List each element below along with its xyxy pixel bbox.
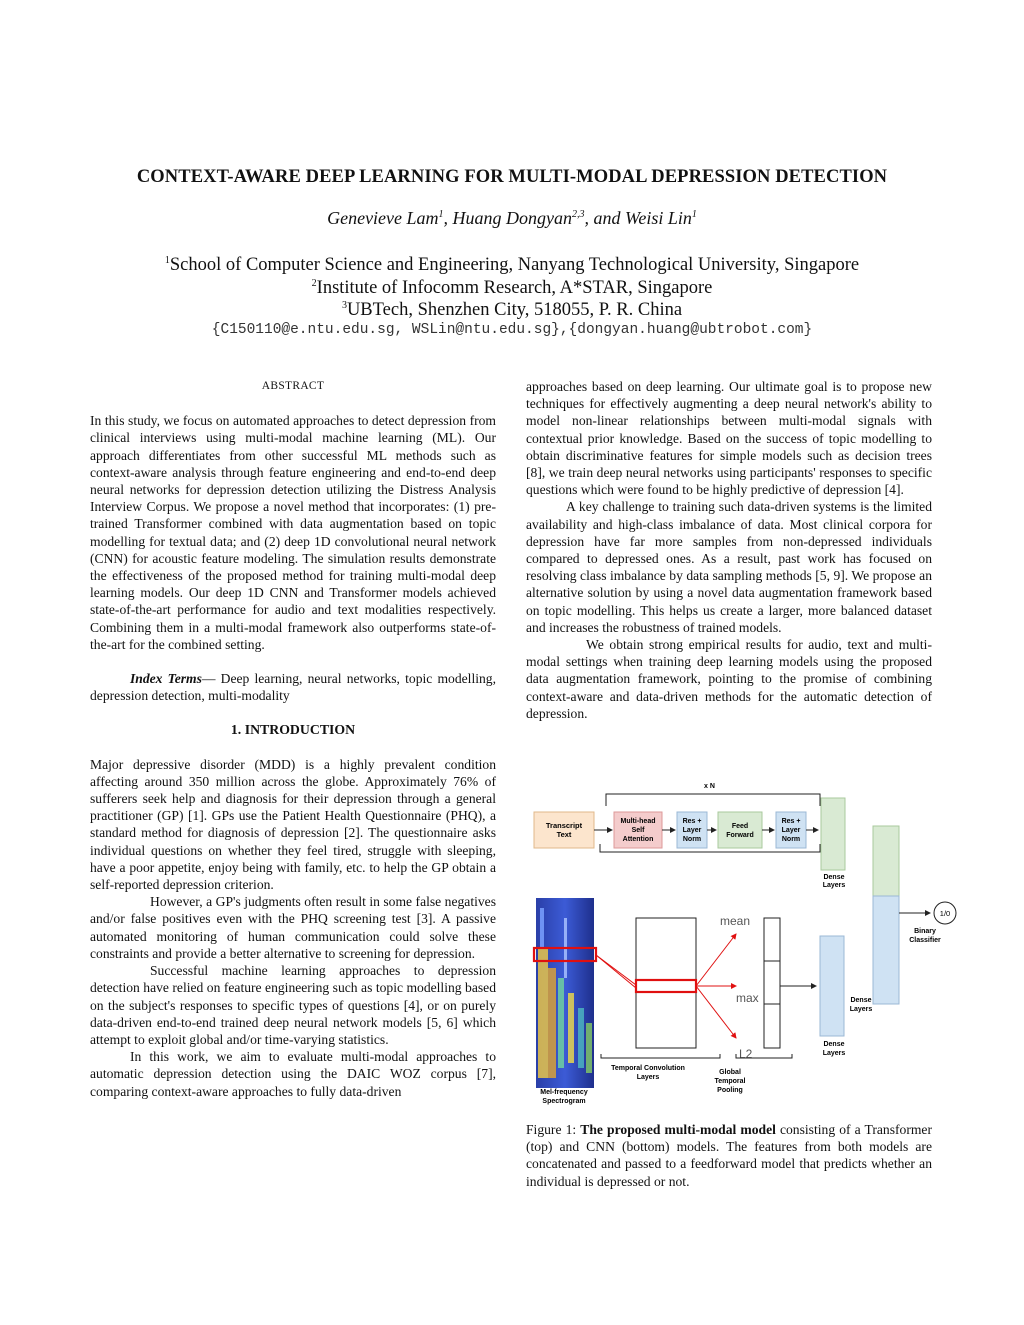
svg-text:Dense: Dense [823, 1041, 845, 1048]
feed-forward-box [718, 812, 762, 848]
index-terms-label: Index Terms [130, 671, 202, 687]
affiliation-2: $^2$Institute of Infocomm Research, A*STAR, Singapore [311, 277, 713, 298]
svg-text:Dense: Dense [823, 874, 845, 881]
author-emails: {C150110@e.ntu.edu.sg, WSLin@ntu.edu.sg},{dongyan.huang@ubtrobot.com} [211, 322, 813, 338]
svg-text:Layers: Layers [636, 1074, 660, 1081]
dense-layers-bottom [820, 936, 844, 1036]
right-paragraph-1: approaches based on deep learning. Our ultimate goal is to propose new techniques for effectively augmenting a deep neural network's ability to model non-linear relationships between multi-modal signals with contextual prior knowledge. Based on the success of topic modelling to obtain discriminative features for simple models such as decision trees [8], we train deep neural networks using participants' responses to specific questions which were found to be highly predictive of depression [4]. [526, 379, 932, 498]
l2-label: L2 [739, 1047, 753, 1061]
svg-text:Res +: Res + [682, 818, 702, 825]
paper-title: CONTEXT-AWARE DEEP LEARNING FOR MULTI-MODAL DEPRESSION DETECTION [136, 167, 888, 187]
svg-text:Layers: Layers [822, 882, 846, 889]
abstract-text: In this study, we focus on automated approaches to detect depression from clinical interviews using multi-modal machine learning (ML). Our approach differentiates from other successful ML methods such as context-aware analysis through feature engineering and end-to-end deep neural networks for depression detection utilizing the Distress Analysis Interview Corpus. We propose a novel method that incorporates: (1) pre-trained Transformer combined with data augmentation based on topic modelling for textual data; and (2) deep 1D convolutional neural network (CNN) for acoustic feature modeling. The simulation results demonstrate the effectiveness of the proposed method for training multi-modal deep learning models. Our deep 1D CNN and Transformer models achieved state-of-the-art performance for audio and text modalities respectively. Combining them in a multi-modal framework also outperforms state-of-the-art for the combined setting. [90, 413, 496, 652]
svg-text:Pooling: Pooling [717, 1087, 743, 1094]
dense-layers-top [821, 798, 845, 870]
svg-text:Mel-frequency: Mel-frequency [540, 1089, 588, 1096]
figure-1 [524, 778, 951, 1113]
svg-text:Feed: Feed [731, 823, 749, 830]
svg-text:Binary: Binary [914, 928, 936, 935]
repeat-bracket [606, 794, 820, 806]
intro-paragraph-4: In this work, we aim to evaluate multi-modal approaches to automatic depression detection using the DAIC WOZ corpus [7], comparing context-aware approaches to fully data-driven [90, 1049, 496, 1099]
svg-text:Classifier: Classifier [909, 937, 941, 944]
svg-text:1/0: 1/0 [939, 909, 951, 918]
model-diagram [524, 778, 951, 1113]
svg-text:Self: Self [631, 827, 645, 834]
svg-text:Norm: Norm [682, 836, 702, 843]
concat-features-blue [873, 896, 899, 1004]
right-paragraph-2: A key challenge to training such data-driven systems is the limited availability and high-class imbalance of data. Most clinical corpora for depression have far more samples from non-depressed individuals compared to depressed ones. As a result, past work has focused on resolving class imbalance by data sampling methods [5, 9]. We propose an alternative solution by using a novel data augmentation framework based on topic modelling. This helps us create a larger, more balanced dataset and increases the robustness of trained models. [526, 499, 932, 635]
svg-text:Forward: Forward [726, 832, 754, 839]
author-2-affil: 2,3 [572, 209, 585, 220]
right-paragraph-3: We obtain strong empirical results for audio, text and multi-modal settings when training deep learning models using the proposed data augmentation framework, pointing to the promise of combining context-aware and data-driven methods for the automatic detection of depression. [526, 637, 932, 721]
mean-label: mean [720, 914, 751, 928]
author-3-affil: 1 [691, 209, 697, 220]
svg-text:Multi-head: Multi-head [620, 818, 656, 825]
author-2: , Huang Dongyan [443, 208, 573, 228]
index-terms: Index Terms— Deep learning, neural networks, topic modelling, depression detection, multi-modality [90, 671, 496, 704]
right-column [526, 378, 932, 722]
figure-caption: Figure 1: The proposed multi-modal model consisting of a Transformer (top) and CNN (bottom) models. The features from both models are concatenated and passed to a feedforward model that predicts whether an individual is depressed or not. [526, 1122, 932, 1189]
repeat-label: x N [704, 783, 715, 790]
svg-text:Temporal Convolution: Temporal Convolution [611, 1065, 685, 1072]
svg-text:Temporal: Temporal [714, 1078, 746, 1085]
svg-text:Text: Text [556, 830, 572, 839]
abstract-heading: ABSTRACT [261, 380, 325, 392]
svg-text:Global: Global [719, 1069, 741, 1076]
affiliation-1: $^1$School of Computer Science and Engineering, Nanyang Technological University, Singapore [164, 254, 860, 275]
svg-text:Layer: Layer [781, 827, 801, 834]
author-1-affil: 1 [438, 209, 444, 220]
author-3: , and Weisi Lin [584, 208, 692, 228]
svg-text:Norm: Norm [781, 836, 801, 843]
author-1: Genevieve Lam [327, 208, 439, 228]
svg-text:Res +: Res + [781, 818, 801, 825]
concat-features-green [873, 826, 899, 896]
intro-paragraph-1: Major depressive disorder (MDD) is a highly prevalent condition affecting around 350 million across the globe. Approximately 76% of sufferers seek help and diagnosis for their depression through a general practitioner (GP) [1]. GPs use the Patient Health Questionnaire (PHQ), a standard method for diagnosis of depression [2]. The questionnaire asks individual questions on whether they feel tired, struggle with sleeping, have a poor appetite, enjoy being with family, etc. to help the GP obtain a self-reported depression criterion. [90, 756, 496, 893]
global-pooling-vector [764, 918, 780, 1048]
svg-text:Dense: Dense [850, 997, 872, 1004]
max-label: max [736, 991, 759, 1005]
svg-text:Layers: Layers [822, 1050, 846, 1057]
svg-text:Transcript: Transcript [545, 821, 583, 830]
svg-text:Layer: Layer [682, 827, 702, 834]
svg-text:Layers: Layers [849, 1006, 873, 1013]
intro-paragraph-3: Successful machine learning approaches to depression detection have relied on feature engineering such as topic modelling based on the subject's responses to specific types of questions [4], or on purely data-driven end-to-end trained deep neural network models [5, 6] which attempt to exploit global and/or time-varying statistics. [90, 963, 496, 1047]
left-column [90, 378, 496, 1100]
affiliation-3: $^3$UBTech, Shenzhen City, 518055, P. R. China [341, 299, 683, 320]
author-list [60, 208, 964, 229]
intro-heading: 1. INTRODUCTION [230, 722, 356, 738]
svg-text:Spectrogram: Spectrogram [542, 1098, 586, 1105]
svg-text:Attention: Attention [622, 836, 654, 843]
temporal-conv-layers [636, 918, 696, 1048]
intro-paragraph-2: However, a GP's judgments often result in some false negatives and/or false positives even with the PHQ screening test [3]. A passive automated monitoring of human communication could solve these constraints and provide a better alternative to screening for depression. [90, 894, 496, 961]
